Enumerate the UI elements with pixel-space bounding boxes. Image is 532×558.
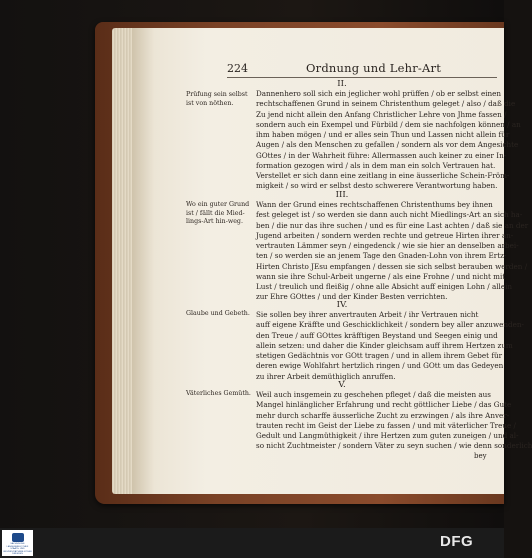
text-line: Gedult und Langmüthigkeit / ihre Hertzen zum guten zuneigen / und al-: [256, 431, 519, 440]
text-line: allein setzen: und daher die Kinder gleichsam auff ihrem Hertzen zum: [256, 340, 513, 350]
paragraph: [256, 310, 524, 382]
marginal-note: Väterliches Gemüth.: [186, 390, 251, 397]
text-line: zur Ehre GOttes / und der Kinder Besten verrichten.: [256, 292, 448, 302]
book-page: [132, 28, 532, 494]
dfg-logo[interactable]: DFG: [440, 533, 474, 550]
section-number: II.: [337, 79, 347, 89]
section-number: IV.: [336, 300, 348, 310]
marginal-note: Prüfung sein selbst ist von nöthen.: [186, 91, 248, 107]
text-line: vertrauten Lämmer seyn / eingedenck / wie sie hier an denselben arbei-: [256, 241, 519, 250]
text-line: auff eigene Kräffte und Geschicklichkeit / sondern bey aller anzuwenden-: [256, 320, 524, 330]
text-line: Jugend arbeiten / sondern werden rechte und getreue Hirten ihrer an-: [256, 230, 514, 240]
text-line: Zu jend nicht allein den Anfang Christlicher Lehre von Jhme fassen /: [256, 109, 507, 119]
page-number: 224: [227, 62, 248, 75]
text-line: fest geleget ist / so werden sie dann auch nicht Miedlings-Art an sich ha-: [256, 210, 523, 220]
section-number: V.: [338, 380, 346, 390]
paragraph: [256, 200, 529, 303]
text-line: ben / die nur das ihre suchen / und es für eine Last achten / daß sie an der: [256, 220, 529, 230]
text-line: ten / so werden sie an jenem Tage den Gnaden-Lohn von ihrem Ertz-: [256, 251, 507, 261]
text-line: ihm haben mögen / und er alles sein Thun und Lassen nicht allein für: [256, 130, 510, 139]
paragraph: [256, 390, 532, 452]
text-line: stetigen Gedächtnis vor GOtt tragen / und in allem ihrem Gebet für: [256, 351, 503, 360]
catchword: bey: [474, 452, 487, 460]
text-line: Augen / als den Menschen zu gefallen / sondern als vor dem Angesichte: [256, 140, 519, 150]
text-line: Verstellet er sich dann eine zeitlang in eine äusserliche Schein-Fröm-: [256, 171, 510, 180]
header-rule: [227, 77, 497, 78]
running-head: Ordnung und Lehr-Art: [306, 61, 442, 75]
text-line: formation gezogen wird / als in dem man ein solch Vertrauen hat.: [256, 160, 496, 170]
text-line: so nicht Zuchtmeister / sondern Väter zu seyn suchen / wie denn sonderlich: [256, 441, 532, 451]
slub-logo[interactable]: [2, 530, 33, 556]
section-number: III.: [335, 190, 349, 200]
slub-logo-label: SÄCHSISCHE LANDESBIBLIOTHEK STAATS- UND UNIVERSITÄTSBIBLIOTHEK DRESDEN: [3, 543, 32, 556]
text-line: den Treue / auff GOttes kräfftigen Beystand und Seegen einig und: [256, 330, 498, 340]
library-icon: [12, 533, 24, 542]
text-line: Hirten Christo JEsu empfangen / dessen sie sich selbst berauben werden /: [256, 261, 528, 271]
text-line: wann sie ihre Schul-Arbeit ungerne / als eine Frohne / und nicht mit: [256, 271, 506, 281]
marginal-note: Wo ein guter Grund ist / fällt die Mied-lings-Art hin-weg.: [186, 201, 250, 226]
text-line: GOttes / in der Wahrheit führe: Allermassen auch keiner zu einer In-: [256, 150, 507, 160]
text-line: Sie sollen bey ihrer anvertrauten Arbeit / ihr Vertrauen nicht: [256, 310, 479, 319]
text-line: deren ewige Wohlfahrt hertzlich ringen / und GOtt um das Gedeyen: [256, 361, 504, 371]
text-line: Lust / treulich und fleißig / ohne alle Absicht auff einigen Lohn / allein: [256, 282, 513, 291]
text-line: Dannenhero soll sich ein jeglicher wohl prüffen / ob er selbst einen: [256, 89, 502, 98]
text-line: mehr durch scharffe äusserliche Zucht zu erzwingen / als ihre Anver-: [256, 410, 510, 420]
text-line: zu ihrer Arbeit demüthiglich anruffen.: [256, 371, 396, 381]
footer-bar: [0, 528, 504, 558]
marginal-note: Glaube und Gebeth.: [186, 310, 250, 317]
text-line: migkeit / so wird er selbst desto schwerere Verantwortung haben.: [256, 181, 498, 191]
text-line: sondern auch ein Exempel und Fürbild / dem sie nachfolgen können / an: [256, 119, 521, 129]
text-line: Wann der Grund eines rechtschaffenen Christenthums bey ihnen: [256, 200, 493, 209]
paragraph: [256, 89, 521, 192]
text-line: rechtschaffenen Grund in seinem Christenthum geleget / also / daß die: [256, 99, 516, 109]
text-line: trauten recht im Geist der Liebe zu fassen / und mit väterlicher Treue /: [256, 420, 516, 430]
text-line: Mangel hinlänglicher Erfahrung und recht göttlicher Liebe / das Gute: [256, 400, 512, 410]
text-line: Weil auch insgemein zu geschehen pfleget / daß die meisten aus: [256, 390, 491, 399]
